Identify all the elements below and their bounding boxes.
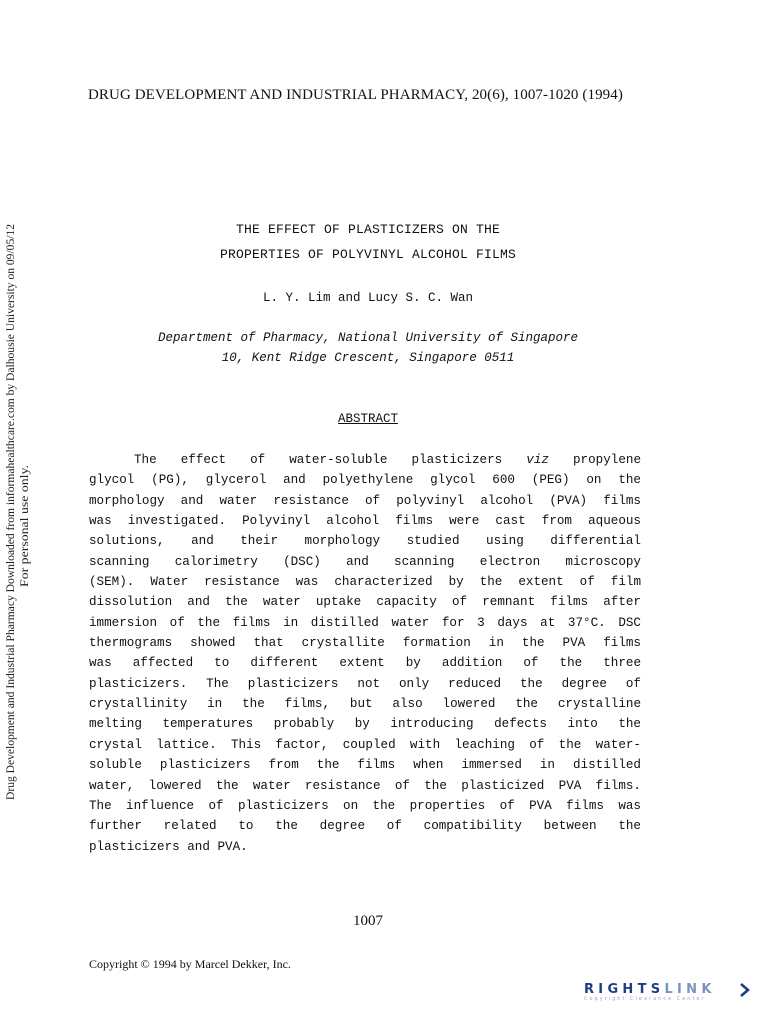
abstract-line-segment: propylene [548,453,642,467]
rightslink-wordmark-light: LINK [664,982,716,997]
rightslink-logo[interactable] [584,982,756,1006]
abstract-line: glycol (PG), glycerol and polyethylene glycol 600 (PEG) on the [89,473,641,488]
abstract-heading: ABSTRACT [337,412,398,426]
abstract-line: dissolution and the water uptake capacity of remnant films after [89,595,641,610]
download-watermark-line2: For personal use only. [18,484,31,587]
page-number: 1007 [353,913,383,929]
abstract-line: soluble plasticizers from the films when immersed in distilled [89,758,641,773]
abstract-line: morphology and water resistance of polyvinyl alcohol (PVA) films [89,493,641,508]
abstract-line: crystal lattice. This factor, coupled with leaching of the water- [89,737,641,752]
rightslink-tagline: Copyright Clearance Center [584,996,706,1002]
abstract-line: plasticizers. The plasticizers not only reduced the degree of [89,676,641,691]
abstract-body [89,450,641,857]
abstract-line: further related to the degree of compatibility between the [89,819,641,834]
abstract-line [89,450,641,470]
download-watermark [2,222,46,802]
abstract-line: was affected to different extent by addition of the three [89,656,641,671]
affiliation-line-2: 10, Kent Ridge Crescent, Singapore 0511 [221,351,515,365]
download-watermark-line1: Drug Development and Industrial Pharmacy Downloaded from informahealthcare.com by Dalhousie University on 09/05/12 [4,222,17,800]
journal-header: DRUG DEVELOPMENT AND INDUSTRIAL PHARMACY, 20(6), 1007-1020 (1994) [88,87,623,103]
article-authors: L. Y. Lim and Lucy S. C. Wan [262,291,474,305]
abstract-line: was investigated. Polyvinyl alcohol films were cast from aqueous [89,514,641,529]
chevron-right-icon [738,983,752,997]
abstract-line: (SEM). Water resistance was characterized by the extent of film [89,575,641,590]
abstract-line: solutions, and their morphology studied using differential [89,534,641,549]
article-title-line-2: PROPERTIES OF POLYVINYL ALCOHOL FILMS [219,247,517,262]
article-title-line-1: THE EFFECT OF PLASTICIZERS ON THE [235,222,501,237]
abstract-emphasis: viz [526,453,549,467]
download-watermark-svg [2,222,46,802]
abstract-line: scanning calorimetry (DSC) and scanning electron microscopy [89,554,641,569]
abstract-line-segment: The effect of water-soluble plasticizers [134,453,527,467]
copyright-notice: Copyright © 1994 by Marcel Dekker, Inc. [89,957,291,971]
affiliation-line-1: Department of Pharmacy, National University of Singapore [157,331,579,345]
abstract-line: melting temperatures probably by introducing defects into the [89,717,641,732]
abstract-line: thermograms showed that crystallite formation in the PVA films [89,636,641,651]
abstract-line: The influence of plasticizers on the properties of PVA films was [89,798,641,813]
abstract-line: water, lowered the water resistance of the plasticized PVA films. [89,778,641,793]
rightslink-wordmark-dark: RIGHTS [584,982,665,997]
abstract-line: crystallinity in the films, but also lowered the crystalline [89,697,641,712]
abstract-line: immersion of the films in distilled water for 3 days at 37°C. DSC [89,615,641,630]
rightslink-wordmark [584,982,756,997]
abstract-line: plasticizers and PVA. [89,839,248,854]
